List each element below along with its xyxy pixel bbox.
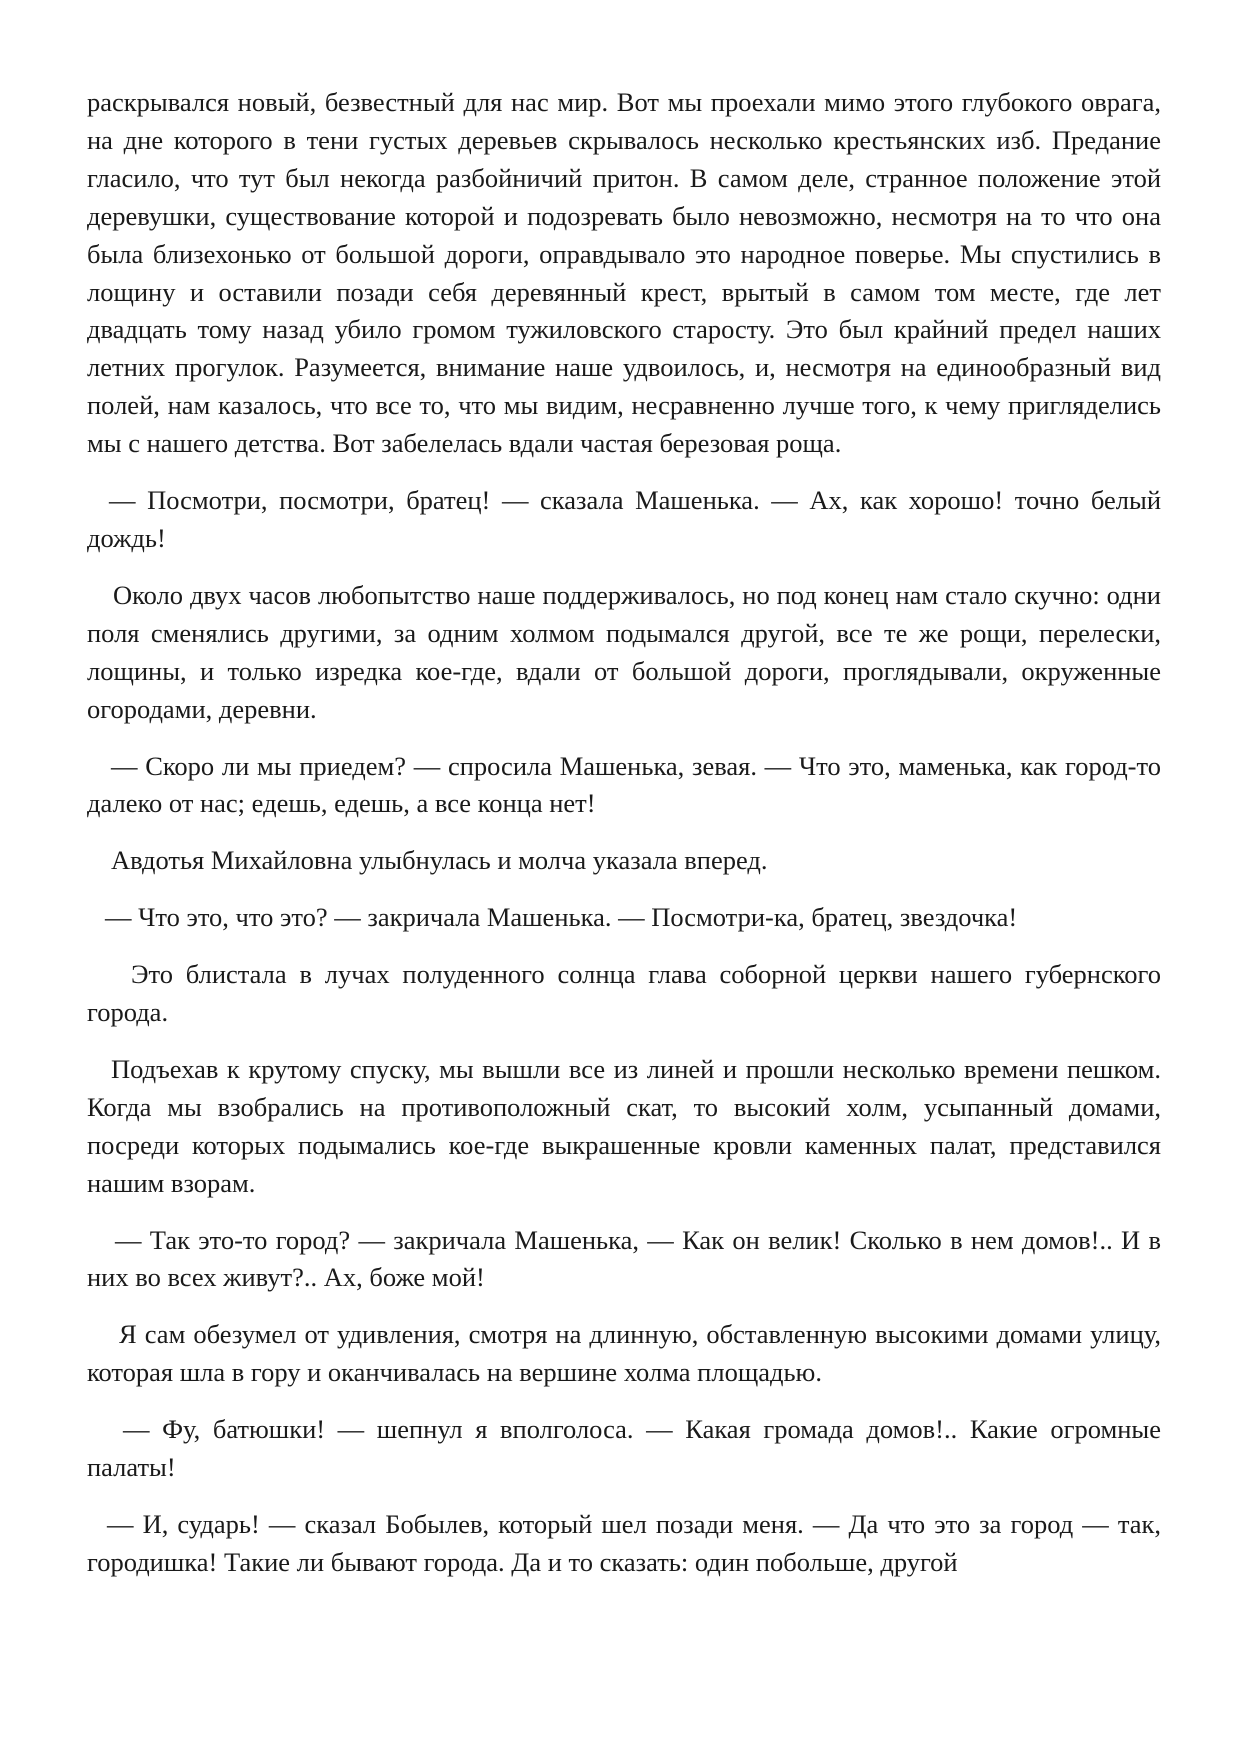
paragraph-10: Я сам обезумел от удивления, смотря на длинную, обставленную высокими домами улицу, которая шла в гору и оканчивалась на вершине холма площадью. (87, 1319, 1161, 1388)
paragraph-3: Около двух часов любопытство наше поддерживалось, но под конец нам стало скучно: одни поля сменялись другими, за одним холмом подымался другой, все те же рощи, перелески, лощины, и только изредка кое-где, вдали от большой дороги, проглядывали, окруженные огородами, деревни. (87, 579, 1161, 724)
paragraph-2: — Посмотри, посмотри, братец! — сказала Машенька. — Ах, как хорошо! точно белый дождь! (87, 485, 1161, 553)
paragraph-12: — И, сударь! — сказал Бобылев, который шел позади меня. — Да что это за город — так, городишка! Такие ли бывают города. Да и то сказать: один побольше, другой (87, 1509, 1161, 1577)
paragraph-9: — Так это-то город? — закричала Машенька, — Как он велик! Сколько в нем домов!.. И в них во всех живут?.. Ах, боже мой! (87, 1224, 1161, 1293)
paragraph-4: — Скоро ли мы приедем? — спросила Машенька, зевая. — Что это, маменька, как город-то далеко от нас; едешь, едешь, а все конца нет! (87, 750, 1161, 819)
paragraph-5: Авдотья Михайловна улыбнулась и молча указала вперед. (111, 845, 768, 876)
paragraph-1: раскрывался новый, безвестный для нас мир. Вот мы проехали мимо этого глубокого оврага, на дне которого в тени густых деревьев скрывалось несколько крестьянских изб. Предание гласило, что тут был некогда разбойничий притон. В самом деле, странное положение этой деревушки, существование которой и подозревать было невозможно, несмотря на то что она была близехонько от большой дороги, оправдывало это народное поверье. Мы спустились в лощину и оставили позади себя деревянный крест, врытый в самом том месте, где лет двадцать тому назад убило громом тужиловского старосту. Это был крайний предел наших летних прогулок. Разумеется, внимание наше удвоилось, и, несмотря на единообразный вид полей, нам казалось, что все то, что мы видим, несравненно лучше того, к чему пригляделись мы с нашего детства. Вот забелелась вдали частая березовая роща. (87, 87, 1161, 459)
paragraph-7: Это блистала в лучах полуденного солнца глава соборной церкви нашего губернского города. (87, 959, 1161, 1028)
paragraph-8: Подъехав к крутому спуску, мы вышли все из линей и прошли несколько времени пешком. Когда мы взобрались на противоположный скат, то высокий холм, усыпанный домами, посреди которых подымались кое-где выкрашенные кровли каменных палат, представился нашим взорам. (87, 1053, 1161, 1198)
document-page (87, 84, 1161, 1601)
paragraph-11: — Фу, батюшки! — шепнул я вполголоса. — Какая громада домов!.. Какие огромные палаты! (87, 1414, 1161, 1483)
paragraph-6: — Что это, что это? — закричала Машенька. — Посмотри-ка, братец, звездочка! (105, 902, 1018, 933)
